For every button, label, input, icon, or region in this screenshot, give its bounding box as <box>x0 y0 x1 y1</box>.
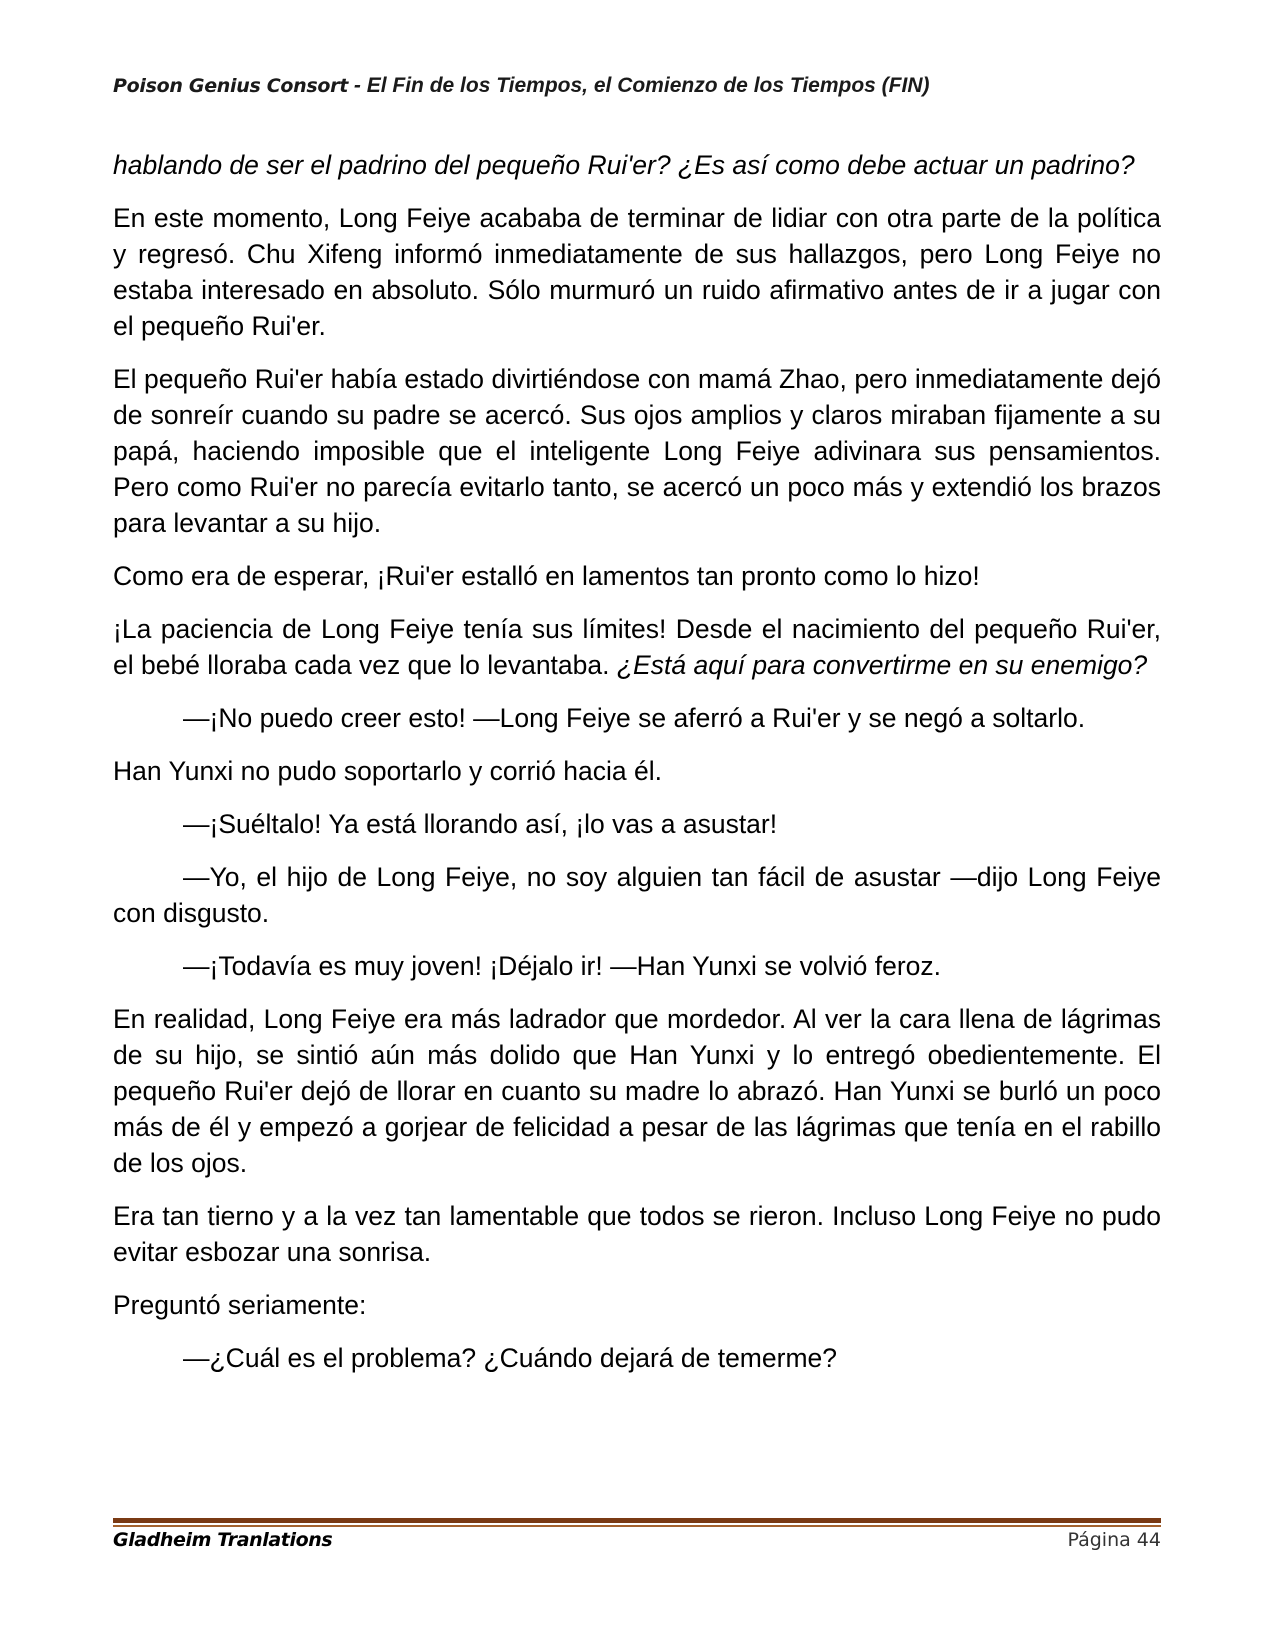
body-text <box>113 147 1161 1393</box>
dialogue-line: —¡Todavía es muy joven! ¡Déjalo ir! —Han Yunxi se volvió feroz. <box>183 951 942 981</box>
paragraph-italic-thought: hablando de ser el padrino del pequeño Rui'er? ¿Es así como debe actuar un padrino? <box>113 150 1135 180</box>
paragraph: Como era de esperar, ¡Rui'er estalló en lamentos tan pronto como lo hizo! <box>113 561 980 591</box>
paragraph: En este momento, Long Feiye acababa de terminar de lidiar con otra parte de la política y regresó. Chu Xifeng informó inmediatamente de sus hallazgos, pero Long Feiye no estaba interesado en absoluto. Sólo murmuró un ruido afirmativo antes de ir a jugar con el pequeño Rui'er. <box>113 203 1161 341</box>
dialogue-line: —¡Suéltalo! Ya está llorando así, ¡lo vas a asustar! <box>183 809 778 839</box>
paragraph: En realidad, Long Feiye era más ladrador que mordedor. Al ver la cara llena de lágrimas de su hijo, se sintió aún más dolido que Han Yunxi y lo entregó obedientemente. El pequeño Rui'er dejó de llorar en cuanto su madre lo abrazó. Han Yunxi se burló un poco más de él y empezó a gorjear de felicidad a pesar de las lágrimas que tenía en el rabillo de los ojos. <box>113 1004 1161 1178</box>
paragraph: El pequeño Rui'er había estado divirtiéndose con mamá Zhao, pero inmediatamente dejó de sonreír cuando su padre se acercó. Sus ojos amplios y claros miraban fijamente a su papá, haciendo imposible que el inteligente Long Feiye adivinara sus pensamientos. Pero como Rui'er no parecía evitarlo tanto, se acercó un poco más y extendió los brazos para levantar a su hijo. <box>113 364 1161 538</box>
dialogue-line: —Yo, el hijo de Long Feiye, no soy alguien tan fácil de asustar —dijo Long Feiye con disgusto. <box>113 862 1161 928</box>
footer-divider <box>113 1518 1161 1527</box>
paragraph: Preguntó seriamente: <box>113 1290 367 1320</box>
paragraph-plain-text: ¡La paciencia de Long Feiye tenía sus límites! Desde el nacimiento del pequeño Rui'er, el bebé lloraba cada vez que lo levantaba. <box>113 614 1161 680</box>
paragraph-italic-thought: ¿Está aquí para convertirme en su enemigo? <box>616 650 1148 680</box>
dialogue-line: —¿Cuál es el problema? ¿Cuándo dejará de temerme? <box>183 1343 837 1373</box>
paragraph <box>113 611 1161 683</box>
paragraph: Han Yunxi no pudo soportarlo y corrió hacia él. <box>113 756 662 786</box>
footer-divider-thin <box>113 1525 1161 1527</box>
header-series-title: Poison Genius Consort <box>113 75 349 97</box>
page-header <box>113 74 930 98</box>
footer-publisher: Gladheim Tranlations <box>113 1529 333 1551</box>
dialogue-line: —¡No puedo creer esto! —Long Feiye se aferró a Rui'er y se negó a soltarlo. <box>183 703 1086 733</box>
footer-divider-thick <box>113 1518 1161 1523</box>
header-separator: - <box>348 74 367 97</box>
header-chapter-title: El Fin de los Tiempos, el Comienzo de los Tiempos (FIN) <box>366 74 930 97</box>
paragraph: Era tan tierno y a la vez tan lamentable que todos se rieron. Incluso Long Feiye no pudo evitar esbozar una sonrisa. <box>113 1201 1161 1267</box>
footer-page-number: Página 44 <box>1067 1529 1161 1551</box>
